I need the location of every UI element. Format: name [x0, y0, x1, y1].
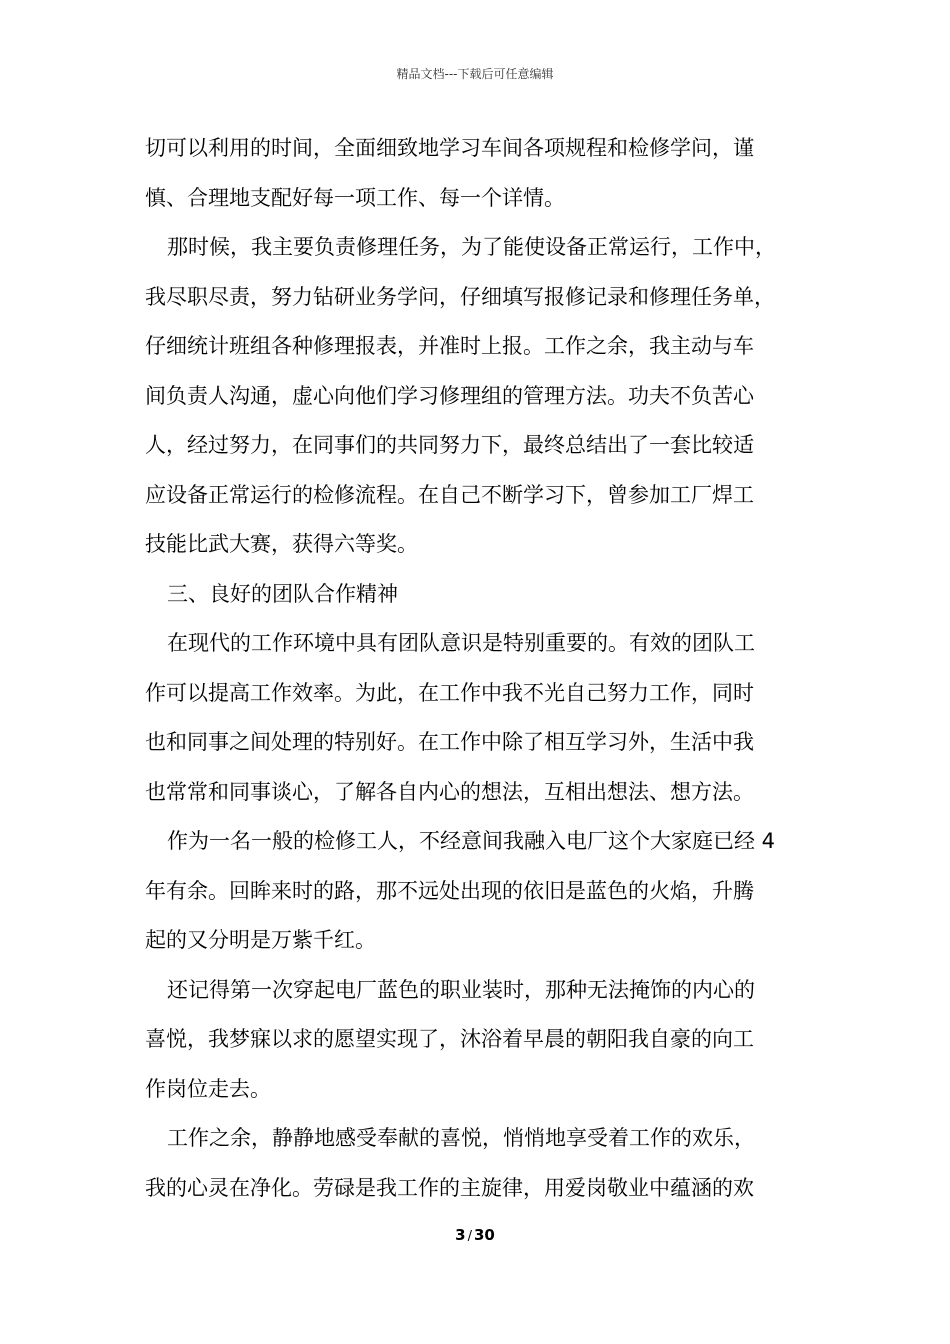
section-heading: 三、良好的团队合作精神: [167, 581, 398, 606]
text-line: 仔细统计班组各种修理报表，并准时上报。工作之余，我主动与车: [145, 334, 754, 358]
text-line: 作岗位走去。: [145, 1076, 271, 1101]
text-line: 间负责人沟通，虚心向他们学习修理组的管理方法。功夫不负苦心: [145, 383, 754, 408]
text-line: 人，经过努力，在同事们的共同努力下，最终总结出了一套比较适: [145, 433, 754, 457]
text-line: 我尽职尽责，努力钻研业务学问，仔细填写报修记录和修理任务单，: [145, 284, 775, 309]
text-line: 起的又分明是万紫千红。: [145, 928, 376, 952]
text-line: 也常常和同事谈心，了解各自内心的想法，互相出想法、想方法。: [145, 779, 754, 804]
paragraph-start-line: 还记得第一次穿起电厂蓝色的职业装时，那种无法掩饰的内心的: [167, 977, 755, 1002]
text-line: 年有余。回眸来时的路，那不远处出现的依旧是蓝色的火焰，升腾: [145, 878, 754, 903]
text-line: 切可以利用的时间，全面细致地学习车间各项规程和检修学问，谨: [145, 136, 754, 160]
document-body: [145, 124, 825, 1213]
paragraph-start-line: 那时候，我主要负责修理任务，为了能使设备正常运行，工作中，: [167, 235, 776, 259]
text-line: 技能比武大赛，获得六等奖。: [145, 532, 418, 556]
text-line: 作可以提高工作效率。为此，在工作中我不光自己努力工作，同时: [145, 680, 754, 705]
text-line: 我的心灵在净化。劳碌是我工作的主旋律，用爱岗敬业中蕴涵的欢: [145, 1175, 754, 1200]
paragraph-start-line: 在现代的工作环境中具有团队意识是特别重要的。有效的团队工: [167, 631, 755, 655]
paragraph-start-line: 作为一名一般的检修工人，不经意间我融入电厂这个大家庭已经 4: [167, 829, 776, 853]
text-line: 应设备正常运行的检修流程。在自己不断学习下，曾参加工厂焊工: [145, 482, 754, 507]
current-page: 3: [455, 1226, 466, 1244]
page-number: [0, 1225, 950, 1247]
paragraph-start-line: 工作之余，静静地感受奉献的喜悦，悄悄地享受着工作的欢乐，: [167, 1126, 755, 1150]
page-separator: /: [467, 1229, 472, 1244]
text-line: 也和同事之间处理的特别好。在工作中除了相互学习外，生活中我: [145, 730, 754, 754]
total-pages: 30: [473, 1226, 495, 1244]
text-line: 喜悦，我梦寐以求的愿望实现了，沐浴着早晨的朝阳我自豪的向工: [145, 1027, 754, 1051]
page-header: 精品文档---下载后可任意编辑: [396, 67, 554, 81]
text-line: 慎、合理地支配好每一项工作、每一个详情。: [145, 185, 565, 210]
